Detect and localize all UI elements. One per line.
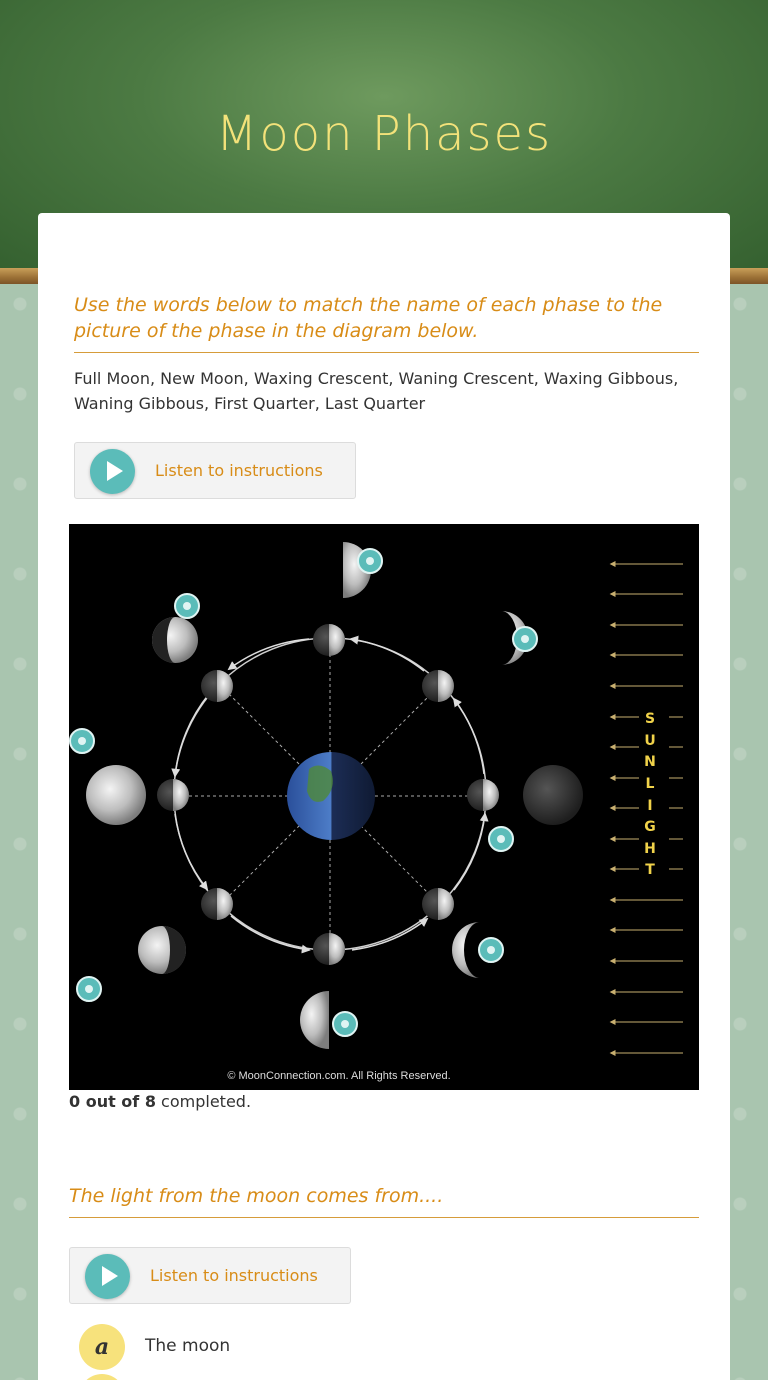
progress-text xyxy=(69,1092,251,1111)
option-label: The moon xyxy=(145,1336,231,1356)
hotspot-waxing-gibbous[interactable] xyxy=(175,594,199,618)
sunlight-letter: I xyxy=(647,798,653,814)
page-title: Moon Phases xyxy=(215,106,553,162)
progress-suffix: completed. xyxy=(155,1092,252,1111)
listen-button-2[interactable] xyxy=(69,1247,351,1304)
sunlight-letter: L xyxy=(645,776,655,792)
progress-count: 0 out of 8 xyxy=(69,1092,156,1111)
hotspot-last-quarter[interactable] xyxy=(333,1012,357,1036)
hotspot-full-moon[interactable] xyxy=(70,729,94,753)
listen-label: Listen to instructions xyxy=(150,1266,318,1285)
hotspot-first-quarter[interactable] xyxy=(358,549,382,573)
listen-label: Listen to instructions xyxy=(155,461,323,480)
sunlight-letter: U xyxy=(644,733,656,749)
hotspot-new-moon[interactable] xyxy=(489,827,513,851)
hotspot-waning-crescent[interactable] xyxy=(479,938,503,962)
word-bank: Full Moon, New Moon, Waxing Crescent, Waning Crescent, Waxing Gibbous, Waning Gibbous, First Quarter, Last Quarter xyxy=(74,369,679,413)
diagram-svg xyxy=(69,524,699,1090)
sunlight-letter: G xyxy=(644,819,656,835)
sunlight-label xyxy=(644,711,656,878)
moon-phase-diagram xyxy=(69,524,699,1090)
listen-button-1[interactable] xyxy=(74,442,356,499)
sunlight-letter: N xyxy=(644,754,656,770)
question-2-heading: The light from the moon comes from.... xyxy=(69,1183,699,1218)
sunlight-letter: T xyxy=(645,862,655,878)
hotspot-waxing-crescent[interactable] xyxy=(513,627,537,651)
play-icon xyxy=(90,449,135,494)
option-letter-badge: a xyxy=(79,1324,125,1370)
hotspot-waning-gibbous[interactable] xyxy=(77,977,101,1001)
play-icon xyxy=(85,1254,130,1299)
question-1-heading: Use the words below to match the name of each phase to the picture of the phase in the diagram below. xyxy=(74,292,699,353)
sunlight-letter: H xyxy=(644,841,656,857)
copyright-text: © MoonConnection.com. All Rights Reserved. xyxy=(227,1070,451,1082)
sunlight-letter: S xyxy=(644,711,656,727)
earth xyxy=(287,752,375,840)
